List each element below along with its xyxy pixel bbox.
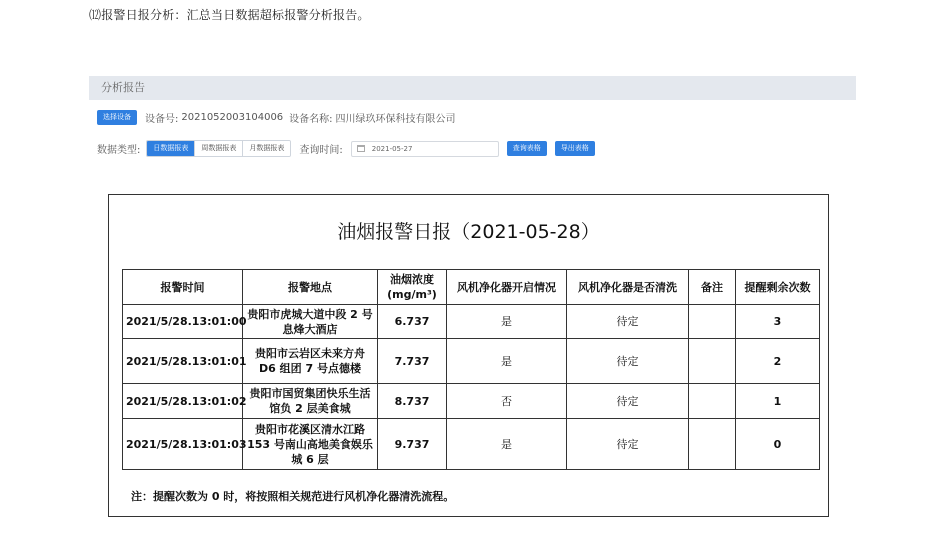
device-no-label: 设备号: — [145, 114, 179, 125]
tab-daily-report[interactable]: 日数据报表 — [147, 141, 195, 156]
report-title: 油烟报警日报（2021-05-28） — [337, 221, 600, 243]
cell-remaining: 0 — [736, 419, 820, 470]
cell-cleaned: 待定 — [567, 384, 689, 419]
cell-time: 2021/5/28.13:01:00 — [123, 305, 243, 339]
cell-remark — [689, 339, 736, 384]
cell-remaining: 1 — [736, 384, 820, 419]
data-type-tabs — [146, 140, 291, 157]
select-device-button[interactable]: 选择设备 — [97, 110, 137, 125]
device-info-row — [97, 109, 456, 126]
table-header-row — [123, 270, 820, 305]
cell-concentration: 8.737 — [378, 384, 447, 419]
cell-fan-on: 是 — [447, 419, 567, 470]
cell-concentration: 6.737 — [378, 305, 447, 339]
panel-title: 分析报告 — [89, 76, 856, 100]
cell-cleaned: 待定 — [567, 419, 689, 470]
table-row — [123, 339, 820, 384]
col-header-remark: 备注 — [689, 270, 736, 305]
table-row — [123, 384, 820, 419]
col-header-concentration — [378, 270, 447, 305]
col-header-location: 报警地点 — [243, 270, 378, 305]
cell-remark — [689, 384, 736, 419]
cell-remaining: 3 — [736, 305, 820, 339]
cell-location: 贵阳市国贸集团快乐生活馆负 2 层美食城 — [243, 384, 378, 419]
col-header-concentration-line1: 油烟浓度 — [390, 273, 434, 286]
cell-concentration: 9.737 — [378, 419, 447, 470]
date-value: 2021-05-27 — [371, 144, 413, 153]
device-no-value: 2021052003104006 — [181, 112, 284, 123]
cell-location: 贵阳市虎城大道中段 2 号息烽大酒店 — [243, 305, 378, 339]
cell-fan-on: 是 — [447, 339, 567, 384]
device-name-value: 四川绿玖环保科技有限公司 — [335, 114, 456, 125]
col-header-remaining: 提醒剩余次数 — [736, 270, 820, 305]
col-header-fan-on: 风机净化器开启情况 — [447, 270, 567, 305]
cell-fan-on: 是 — [447, 305, 567, 339]
report-note: 注：提醒次数为 0 时，将按照相关规范进行风机净化器清洗流程。 — [131, 490, 455, 503]
cell-fan-on: 否 — [447, 384, 567, 419]
alarm-daily-report — [108, 194, 829, 517]
cell-remark — [689, 305, 736, 339]
tab-weekly-report[interactable]: 周数据报表 — [195, 141, 243, 156]
tab-monthly-report[interactable]: 月数据报表 — [243, 141, 290, 156]
table-row — [123, 419, 820, 470]
alarm-table — [122, 269, 820, 470]
col-header-concentration-line2: (mg/m³) — [387, 288, 437, 301]
query-time-label: 查询时间: — [299, 145, 343, 156]
export-table-button[interactable]: 导出表格 — [555, 141, 595, 156]
cell-time: 2021/5/28.13:01:01 — [123, 339, 243, 384]
device-name-label: 设备名称: — [289, 114, 333, 125]
cell-remark — [689, 419, 736, 470]
cell-location: 贵阳市云岩区未来方舟 D6 组团 7 号点德楼 — [243, 339, 378, 384]
filter-row — [97, 140, 595, 157]
date-picker-input[interactable] — [351, 141, 499, 157]
cell-concentration: 7.737 — [378, 339, 447, 384]
data-type-label: 数据类型: — [97, 145, 141, 156]
query-table-button[interactable]: 查询表格 — [507, 141, 547, 156]
cell-location: 贵阳市花溪区清水江路 153 号南山高地美食娱乐城 6 层 — [243, 419, 378, 470]
col-header-cleaned: 风机净化器是否清洗 — [567, 270, 689, 305]
cell-cleaned: 待定 — [567, 305, 689, 339]
analysis-report-panel — [89, 76, 856, 536]
calendar-icon — [357, 145, 365, 152]
cell-time: 2021/5/28.13:01:03 — [123, 419, 243, 470]
cell-remaining: 2 — [736, 339, 820, 384]
table-row — [123, 305, 820, 339]
intro-text: ⑿报警日报分析：汇总当日数据超标报警分析报告。 — [89, 8, 370, 22]
col-header-time: 报警时间 — [123, 270, 243, 305]
cell-time: 2021/5/28.13:01:02 — [123, 384, 243, 419]
cell-cleaned: 待定 — [567, 339, 689, 384]
